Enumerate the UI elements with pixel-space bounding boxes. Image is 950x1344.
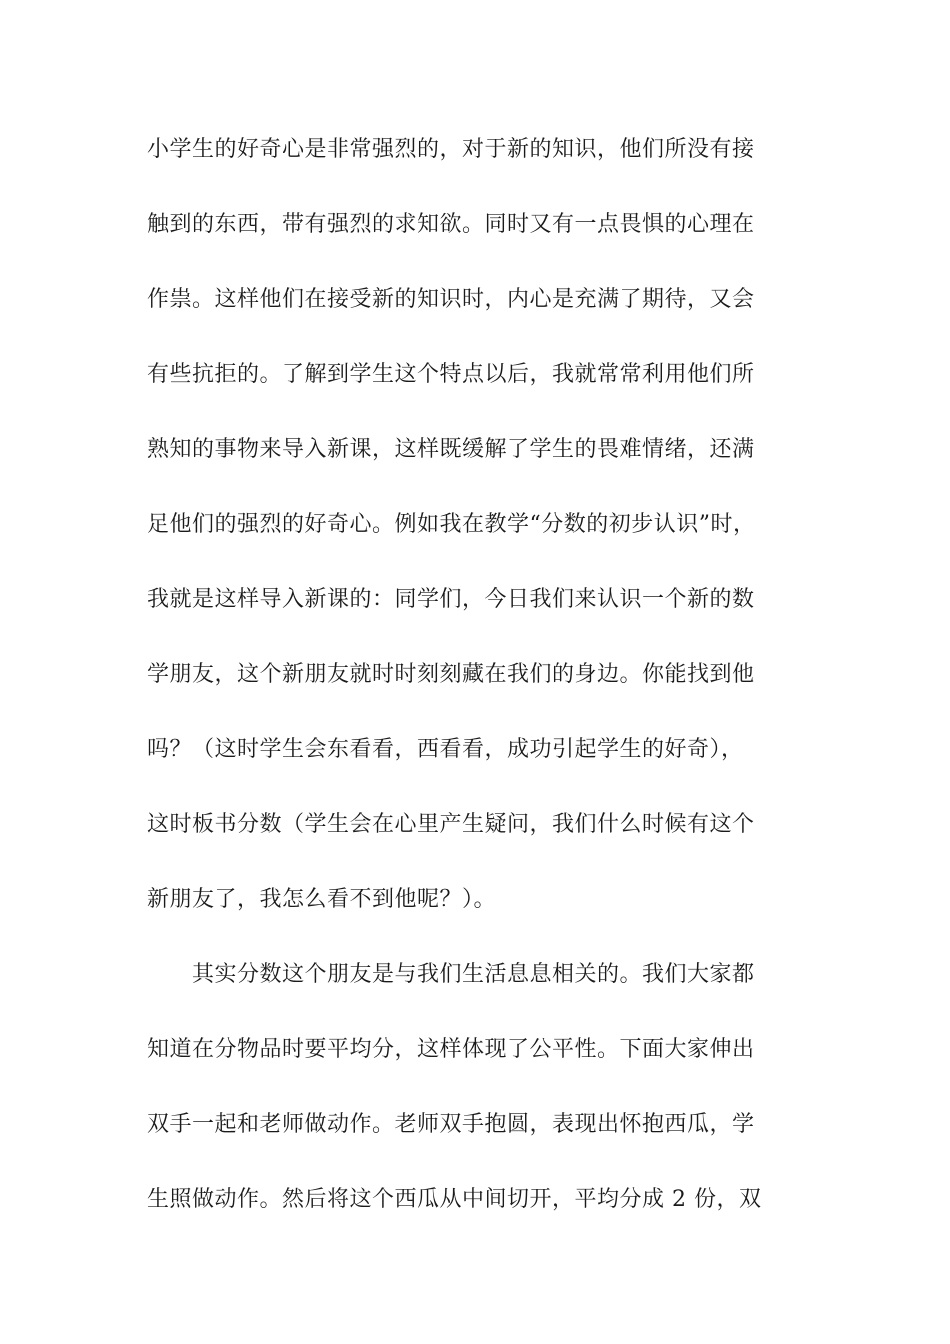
text-line: 有些抗拒的。了解到学生这个特点以后，我就常常利用他们所 (147, 362, 755, 387)
text-line: 其实分数这个朋友是与我们生活息息相关的。我们大家都 (192, 962, 755, 987)
text-line: 我就是这样导入新课的：同学们，今日我们来认识一个新的数 (147, 587, 755, 612)
text-line: 知道在分物品时要平均分，这样体现了公平性。下面大家伸出 (147, 1037, 755, 1062)
paragraph-1 (147, 128, 803, 953)
text-line: 生照做动作。然后将这个西瓜从中间切开，平均分成 2 份，双 (147, 1187, 762, 1212)
text-line: 作祟。这样他们在接受新的知识时，内心是充满了期待，又会 (147, 287, 755, 312)
document-body (147, 128, 803, 1253)
text-line: 双手一起和老师做动作。老师双手抱圆，表现出怀抱西瓜，学 (147, 1112, 755, 1137)
text-line: 熟知的事物来导入新课，这样既缓解了学生的畏难情绪，还满 (147, 437, 755, 462)
text-line: 小学生的好奇心是非常强烈的，对于新的知识，他们所没有接 (147, 137, 755, 162)
text-line: 吗？（这时学生会东看看，西看看，成功引起学生的好奇）， (147, 737, 744, 762)
text-line: 学朋友，这个新朋友就时时刻刻藏在我们的身边。你能找到他 (147, 662, 755, 687)
text-line: 触到的东西，带有强烈的求知欲。同时又有一点畏惧的心理在 (147, 212, 755, 237)
text-line: 足他们的强烈的好奇心。例如我在教学“分数的初步认识”时， (147, 512, 756, 537)
paragraph-2 (147, 953, 803, 1253)
text-line: 新朋友了，我怎么看不到他呢？）。 (147, 887, 497, 912)
text-line: 这时板书分数（学生会在心里产生疑问，我们什么时候有这个 (147, 812, 755, 837)
